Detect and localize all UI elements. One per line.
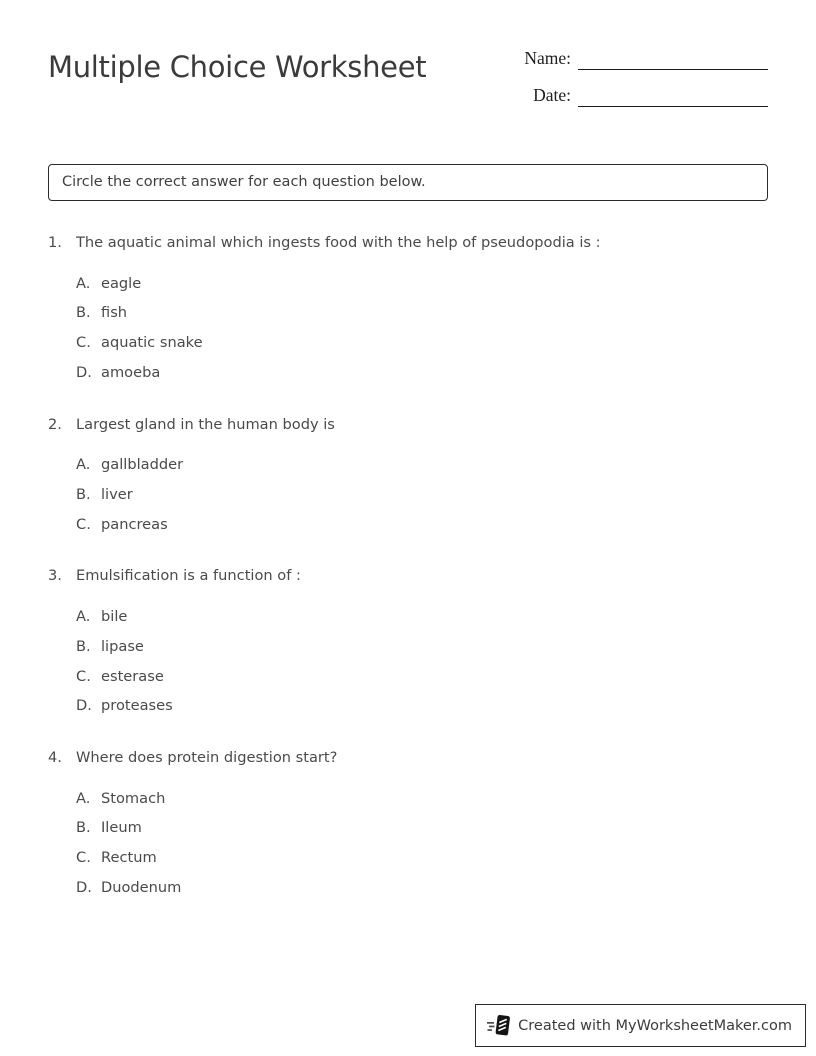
question-number: 3. [48, 567, 62, 585]
question-row [48, 749, 768, 767]
option-letter: C. [76, 667, 91, 685]
question-list [48, 234, 768, 897]
question [48, 234, 768, 382]
option-text: aquatic snake [101, 334, 203, 352]
option-text: Rectum [101, 849, 157, 867]
options-list [76, 609, 768, 715]
question-number: 1. [48, 234, 62, 251]
question-number: 4. [48, 749, 62, 767]
options-list [76, 276, 768, 382]
option-text: Stomach [101, 789, 166, 807]
option-letter: C. [76, 849, 91, 867]
option-text: pancreas [101, 515, 168, 533]
answer-option [76, 457, 768, 474]
answer-option [76, 487, 768, 504]
answer-option [76, 669, 768, 686]
option-text: Duodenum [101, 878, 182, 896]
answer-option [76, 305, 768, 322]
option-text: Ileum [101, 819, 142, 837]
option-letter: B. [76, 637, 91, 655]
answer-option [76, 639, 768, 656]
footer-text: Created with MyWorksheetMaker.com [518, 1017, 792, 1034]
answer-option [76, 880, 768, 897]
option-letter: A. [76, 274, 91, 292]
option-text: liver [101, 485, 133, 503]
instruction-box [48, 164, 768, 201]
option-letter: A. [76, 607, 91, 625]
option-letter: B. [76, 819, 91, 837]
option-text: amoeba [101, 363, 161, 381]
answer-option [76, 335, 768, 352]
option-letter: A. [76, 456, 91, 474]
options-list [76, 457, 768, 533]
answer-option [76, 365, 768, 382]
option-text: fish [101, 304, 128, 322]
worksheetmaker-logo-icon [487, 1013, 510, 1038]
page-title: Multiple Choice Worksheet [48, 50, 427, 84]
question-number: 2. [48, 415, 62, 433]
question-row [48, 416, 768, 434]
instruction-text: Circle the correct answer for each question below. [62, 174, 426, 190]
option-letter: D. [76, 697, 92, 715]
option-text: bile [101, 607, 128, 625]
option-letter: C. [76, 515, 91, 533]
question-text: Largest gland in the human body is [76, 415, 335, 433]
option-letter: B. [76, 304, 91, 322]
question-text: The aquatic animal which ingests food with the help of pseudopodia is : [76, 234, 601, 251]
date-label: Date: [533, 85, 571, 105]
options-list [76, 791, 768, 897]
option-letter: D. [76, 363, 92, 381]
name-date-fields [524, 46, 768, 122]
question-row [48, 234, 768, 252]
option-letter: C. [76, 334, 91, 352]
question [48, 749, 768, 897]
answer-option [76, 276, 768, 293]
name-field-row [524, 48, 768, 69]
header [48, 46, 768, 122]
footer-badge [475, 1004, 806, 1047]
option-text: lipase [101, 637, 144, 655]
question-text: Emulsification is a function of : [76, 567, 301, 585]
answer-option [76, 698, 768, 715]
name-write-line [578, 69, 768, 70]
option-text: proteases [101, 697, 173, 715]
question [48, 416, 768, 534]
date-field-row [524, 85, 768, 106]
option-letter: D. [76, 878, 92, 896]
option-text: eagle [101, 274, 142, 292]
question-text: Where does protein digestion start? [76, 749, 338, 767]
option-letter: A. [76, 789, 91, 807]
question-row [48, 567, 768, 585]
answer-option [76, 609, 768, 626]
question [48, 567, 768, 715]
answer-option [76, 791, 768, 808]
option-text: gallbladder [101, 456, 184, 474]
name-label: Name: [524, 48, 571, 68]
option-text: esterase [101, 667, 164, 685]
date-write-line [578, 106, 768, 107]
answer-option [76, 850, 768, 867]
option-letter: B. [76, 485, 91, 503]
answer-option [76, 517, 768, 534]
answer-option [76, 820, 768, 837]
